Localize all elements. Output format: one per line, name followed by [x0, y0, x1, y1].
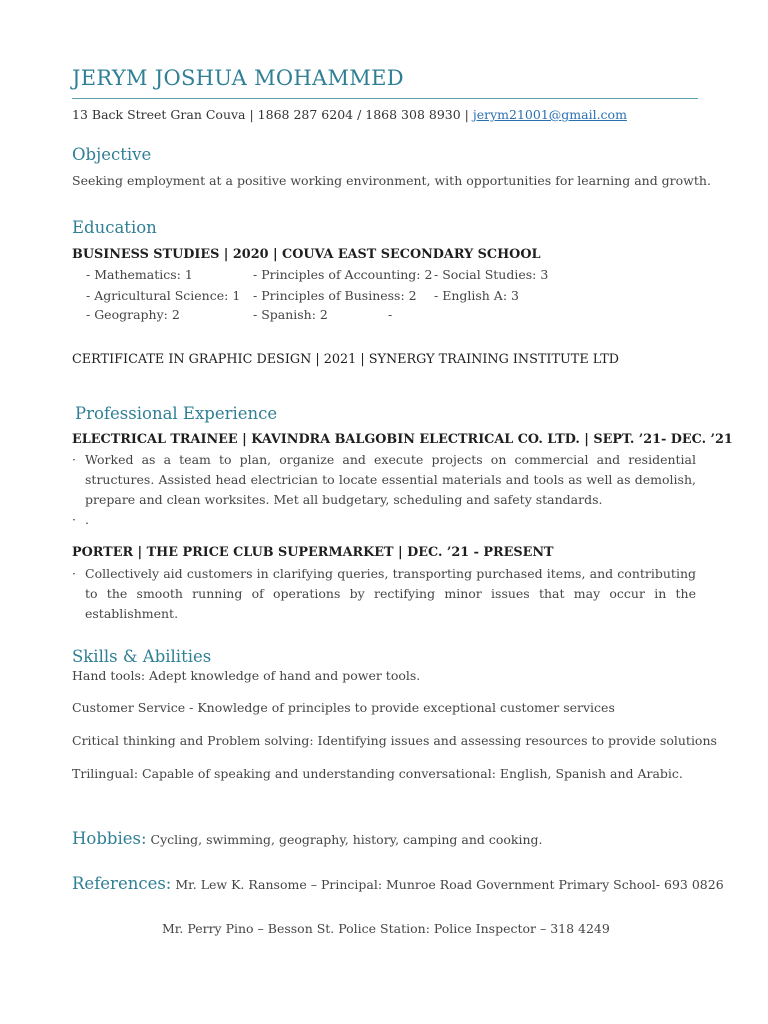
experience-heading: Professional Experience: [75, 404, 278, 423]
objective-heading: Objective: [72, 145, 152, 164]
subject-item: - Agricultural Science: 1: [86, 288, 241, 303]
skill-item: Customer Service - Knowledge of principles to provide exceptional customer services: [72, 700, 615, 715]
education-title-business: BUSINESS STUDIES | 2020 | COUVA EAST SECONDARY SCHOOL: [72, 247, 541, 262]
education-title-certificate: CERTIFICATE IN GRAPHIC DESIGN | 2021 | SYNERGY TRAINING INSTITUTE LTD: [72, 352, 619, 367]
hobbies-heading: Hobbies:: [72, 829, 147, 848]
hobbies-row: [72, 829, 543, 848]
job-description: Collectively aid customers in clarifying queries, transporting purchased items, and contributing to the smooth running of operations by rectifying minor issues that may occur in the establishment.: [85, 566, 696, 621]
empty-bullet-text: .: [85, 512, 89, 527]
header-divider: [72, 98, 698, 99]
subject-item: - Principles of Accounting: 2: [253, 267, 433, 282]
bullet-symbol: ·: [72, 452, 76, 467]
skills-heading: Skills & Abilities: [72, 647, 212, 666]
subject-item: - Geography: 2: [86, 307, 180, 322]
skill-item: Hand tools: Adept knowledge of hand and power tools.: [72, 668, 421, 683]
references-row: [72, 874, 724, 893]
education-heading: Education: [72, 218, 157, 237]
skill-item: Critical thinking and Problem solving: Identifying issues and assessing resources to provide solutions: [72, 733, 717, 748]
reference-1: Mr. Lew K. Ransome – Principal: Munroe Road Government Primary School- 693 0826: [171, 877, 724, 892]
resume-name: JERYM JOSHUA MOHAMMED: [72, 66, 404, 90]
subject-item: - Social Studies: 3: [434, 267, 549, 282]
job-title-porter: PORTER | THE PRICE CLUB SUPERMARKET | DEC. ’21 - PRESENT: [72, 545, 554, 560]
skill-item: Trilingual: Capable of speaking and understanding conversational: English, Spanish and Arabic.: [72, 766, 683, 781]
contact-details: 13 Back Street Gran Couva | 1868 287 6204 / 1868 308 8930 |: [72, 107, 473, 122]
references-heading: References:: [72, 874, 172, 893]
subject-item: -: [388, 307, 393, 322]
job-bullet-porter: [72, 564, 696, 624]
subject-item: - Mathematics: 1: [86, 267, 193, 282]
subject-item: - Principles of Business: 2: [253, 288, 417, 303]
job-bullet-empty: [72, 510, 696, 530]
reference-2: Mr. Perry Pino – Besson St. Police Station: Police Inspector – 318 4249: [162, 921, 610, 936]
objective-text: Seeking employment at a positive working environment, with opportunities for learning and growth.: [72, 173, 711, 188]
subject-item: - Spanish: 2: [253, 307, 328, 322]
subject-item: - English A: 3: [434, 288, 519, 303]
bullet-symbol: ·: [72, 566, 76, 581]
email-link[interactable]: jerym21001@gmail.com: [472, 107, 627, 122]
bullet-symbol: ·: [72, 512, 76, 527]
job-title-electrical: ELECTRICAL TRAINEE | KAVINDRA BALGOBIN ELECTRICAL CO. LTD. | SEPT. ’21- DEC. ’21: [72, 432, 733, 447]
contact-line: [72, 107, 627, 122]
hobbies-text: Cycling, swimming, geography, history, camping and cooking.: [146, 832, 543, 847]
job-bullet-electrical: [72, 450, 696, 510]
job-description: Worked as a team to plan, organize and execute projects on commercial and residential structures. Assisted head electrician to locate essential materials and tools as well as demolish, prepare and clean worksites. Met all budgetary, scheduling and safety standards.: [85, 452, 696, 507]
